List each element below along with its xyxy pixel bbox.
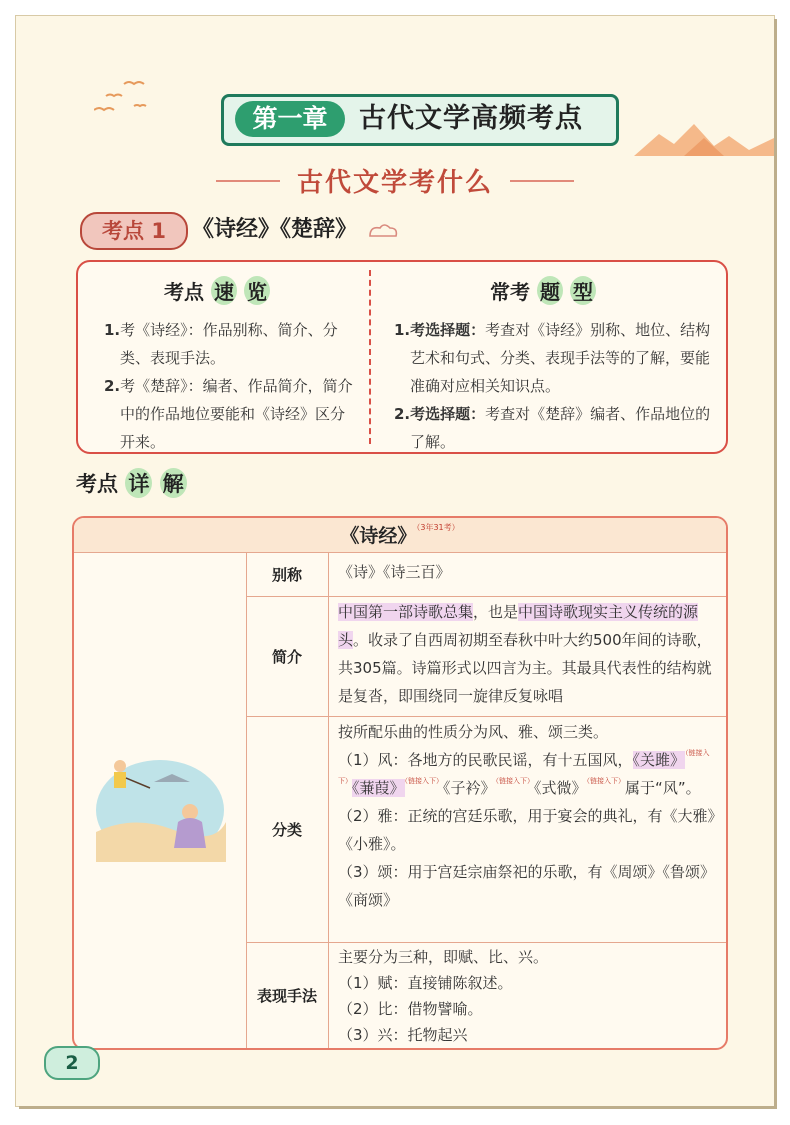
overview-right-heading [490,276,596,305]
list-item: 1.考《诗经》：作品别称、简介、分类、表现手法。 [104,321,338,367]
river-figures-illustration [94,752,226,862]
heading-text: 考点 [76,472,118,496]
overview-left-heading [164,276,270,305]
list-item: 2.考选择题：考查对《楚辞》编者、作品地位的了解。 [394,405,711,451]
list-item: 2.考《楚辞》：编者、作品简介，简介中的作品地位要能和《诗经》区分开来。 [104,377,353,451]
detail-heading [76,468,187,498]
bird-icon [94,78,164,118]
heading-highlight: 解 [160,468,187,498]
page-number: 2 [44,1046,100,1080]
chapter-label: 第一章 [235,101,345,137]
row-label: 分类 [246,716,329,942]
mountain-icon [634,116,774,156]
heading-highlight: 览 [244,276,270,305]
row-value: 《诗》《诗三百》 [338,563,451,581]
overview-right-list [394,316,714,456]
row-label: 简介 [246,596,329,716]
chapter-title: 古代文学高频考点 [359,103,583,134]
heading-highlight: 详 [125,468,152,498]
illustration-cell [74,552,247,1048]
heading-text: 常考 [490,280,530,304]
table-row-category [246,716,726,943]
table-title-note: （3年31考） [416,523,460,532]
list-item: 1.考选择题：考查对《诗经》别称、地位、结构艺术和句式、分类、表现手法等的了解，要能准确对应相关知识点。 [394,321,711,395]
row-value: 主要分为三种，即赋、比、兴。 （1）赋：直接铺陈叙述。 （2）比：借物譬喻。 （3）兴：托物起兴 [338,948,549,1044]
highlight-text: 中国诗歌现实主义传统的源头 [338,603,699,649]
table-header [74,518,726,553]
heading-highlight: 速 [211,276,237,305]
section-title: 古代文学考什么 [296,168,493,198]
heading-text: 考点 [164,280,204,304]
table-row-intro [246,596,726,717]
book-page [16,16,774,1106]
table-row-technique [246,942,726,1048]
table-row-alias [246,552,726,597]
overview-divider [369,270,371,444]
highlight-text: 中国第一部诗歌总集 [338,603,474,621]
row-label: 表现手法 [246,942,329,1048]
row-value: 中国第一部诗歌总集，也是中国诗歌现实主义传统的源头。收录了自西周初期至春秋中叶大约500年间的诗歌，共305篇。诗篇形式以四言为主。其最具代表性的结构就是复沓，即围绕同一旋律反复咏唱 [338,603,712,705]
heading-highlight: 题 [537,276,563,305]
table-title: 《诗经》 [340,525,417,547]
row-value: 按所配乐曲的性质分为风、雅、颂三类。 （1）风：各地方的民歌民谣，有十五国风，《关雎》$^{(链接入下)}$《蒹葭》$^{(链接入下)}$《子衿》$^{(链接入下)}$《式微》$^{(链接入下)}$属于“风”。 （2）雅：正统的宫廷乐歌，用于宴会的典礼，有《大雅》《小雅》。 （3）颂：用于宫廷宗庙祭祀的乐歌，有《周颂》《鲁颂》《商颂》 [338,723,716,909]
row-label: 别称 [246,552,329,596]
heading-highlight: 型 [570,276,596,305]
detail-table [72,516,728,1050]
kaodian-title: 《诗经》《楚辞》 [192,217,358,242]
overview-left-list [104,316,358,456]
cloud-swirl-icon [366,222,400,240]
chapter-banner [221,94,619,146]
overview-box [76,260,728,454]
kaodian-badge: 考点 1 [80,212,188,250]
